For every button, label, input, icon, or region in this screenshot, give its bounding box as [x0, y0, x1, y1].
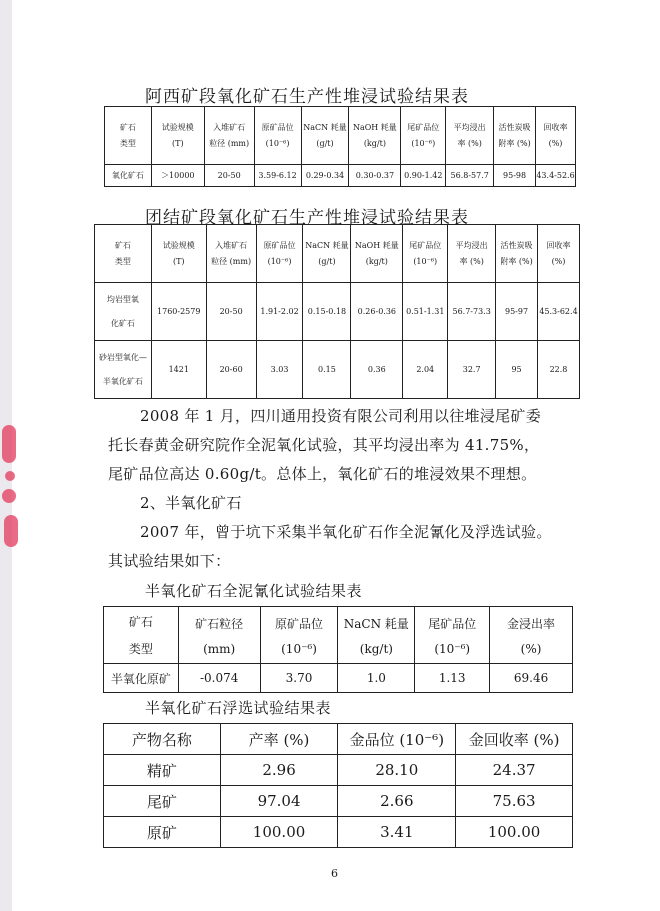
- table3-header-tail-grade: 尾矿品位 (10⁻⁶): [415, 607, 490, 664]
- paragraph-line: 尾矿品位高达 0.60g/t。总体上，氧化矿石的堆浸效果不理想。: [108, 465, 537, 483]
- table2-header-size: 入堆矿石 粒径 (mm): [206, 225, 256, 283]
- red-stamp-fragment: [2, 425, 22, 550]
- table2-header-ore-type: 矿石 类型: [95, 225, 152, 283]
- table4-header-product: 产物名称: [104, 724, 221, 755]
- paragraph-line: 2008 年 1 月，四川通用投资有限公司利用以往堆浸尾矿委: [140, 407, 542, 425]
- table1-title: 阿西矿段氧化矿石生产性堆浸试验结果表: [145, 87, 469, 107]
- table4-header-yield: 产率 (%): [220, 724, 338, 755]
- table2-header-recovery: 回收率 (%): [537, 225, 579, 283]
- table1-header-carbon-rate: 活性炭吸 附率 (%): [494, 107, 536, 165]
- page-number: 6: [331, 867, 338, 880]
- table4-semi-oxidized-flotation: [103, 723, 573, 848]
- table-row: 原矿 100.00 3.41 100.00: [104, 817, 573, 848]
- table1-header-recovery: 回收率 (%): [536, 107, 576, 165]
- paragraph-line: 2007 年，曾于坑下采集半氧化矿石作全泥氰化及浮选试验。: [140, 523, 552, 541]
- table3-header-ore-type: 矿石 类型: [104, 607, 179, 664]
- table2-tuanjie-oxidized-ore: [94, 224, 580, 399]
- table4-title: 半氧化矿石浮选试验结果表: [145, 699, 332, 717]
- table2-header-carbon-rate: 活性炭吸 附率 (%): [496, 225, 538, 283]
- table3-header-nacn: NaCN 耗量 (kg/t): [338, 607, 415, 664]
- table3-title: 半氧化矿石全泥氰化试验结果表: [145, 582, 363, 600]
- table-row: 氧化矿石 ＞10000 20-50 3.59-6.12 0.29-0.34 0.30-0.37 0.90-1.42 56.8-57.7 95-98 43.4-52.6: [105, 165, 576, 187]
- table1-axi-oxidized-ore: [104, 106, 576, 187]
- table-row: 尾矿 97.04 2.66 75.63: [104, 786, 573, 817]
- table3-header-size: 矿石粒径 (mm): [178, 607, 260, 664]
- table2-header-head-grade: 原矿品位 (10⁻⁶): [256, 225, 303, 283]
- table1-header-nacn: NaCN 耗量 (g/t): [301, 107, 349, 165]
- table3-header-head-grade: 原矿品位 (10⁻⁶): [260, 607, 338, 664]
- table2-header-leach-rate: 平均浸出 率 (%): [448, 225, 496, 283]
- table3-semi-oxidized-cyanidation: [103, 606, 573, 693]
- table4-header-gold-grade: 金品位 (10⁻⁶): [338, 724, 456, 755]
- table2-header-scale: 试验规模 (T): [151, 225, 206, 283]
- table1-header-naoh: NaOH 耗量 (kg/t): [349, 107, 401, 165]
- table-row: 均岩型氧 化矿石 1760-2579 20-50 1.91-2.02 0.15-0.18 0.26-0.36 0.51-1.31 56.7-73.3 95-97 45.3-62.4: [95, 283, 580, 341]
- paragraph-line: 托长春黄金研究院作全泥氧化试验，其平均浸出率为 41.75%，: [108, 436, 540, 454]
- paragraph-line: 其试验结果如下：: [108, 552, 231, 570]
- table1-header-ore-type: 矿石 类型: [105, 107, 152, 165]
- table2-header-nacn: NaCN 耗量 (g/t): [303, 225, 351, 283]
- table2-header-tail-grade: 尾矿品位 (10⁻⁶): [403, 225, 448, 283]
- table1-header-scale: 试验规模 (T): [151, 107, 204, 165]
- table3-header-leach-rate: 金浸出率 (%): [490, 607, 573, 664]
- table-row: 半氧化原矿 -0.074 3.70 1.0 1.13 69.46: [104, 664, 573, 693]
- table1-header-size: 入堆矿石 粒径 (mm): [204, 107, 254, 165]
- table-row: 砂岩型氧化— 半氧化矿石 1421 20-60 3.03 0.15 0.36 2.04 32.7 95 22.8: [95, 341, 580, 399]
- table1-header-tail-grade: 尾矿品位 (10⁻⁶): [401, 107, 446, 165]
- table2-title: 团结矿段氧化矿石生产性堆浸试验结果表: [145, 208, 469, 228]
- table1-header-head-grade: 原矿品位 (10⁻⁶): [254, 107, 301, 165]
- table-row: 精矿 2.96 28.10 24.37: [104, 755, 573, 786]
- table2-header-naoh: NaOH 耗量 (kg/t): [351, 225, 403, 283]
- table4-header-gold-recovery: 金回收率 (%): [456, 724, 573, 755]
- table1-header-leach-rate: 平均浸出 率 (%): [446, 107, 494, 165]
- section-heading: 2、半氧化矿石: [140, 494, 242, 512]
